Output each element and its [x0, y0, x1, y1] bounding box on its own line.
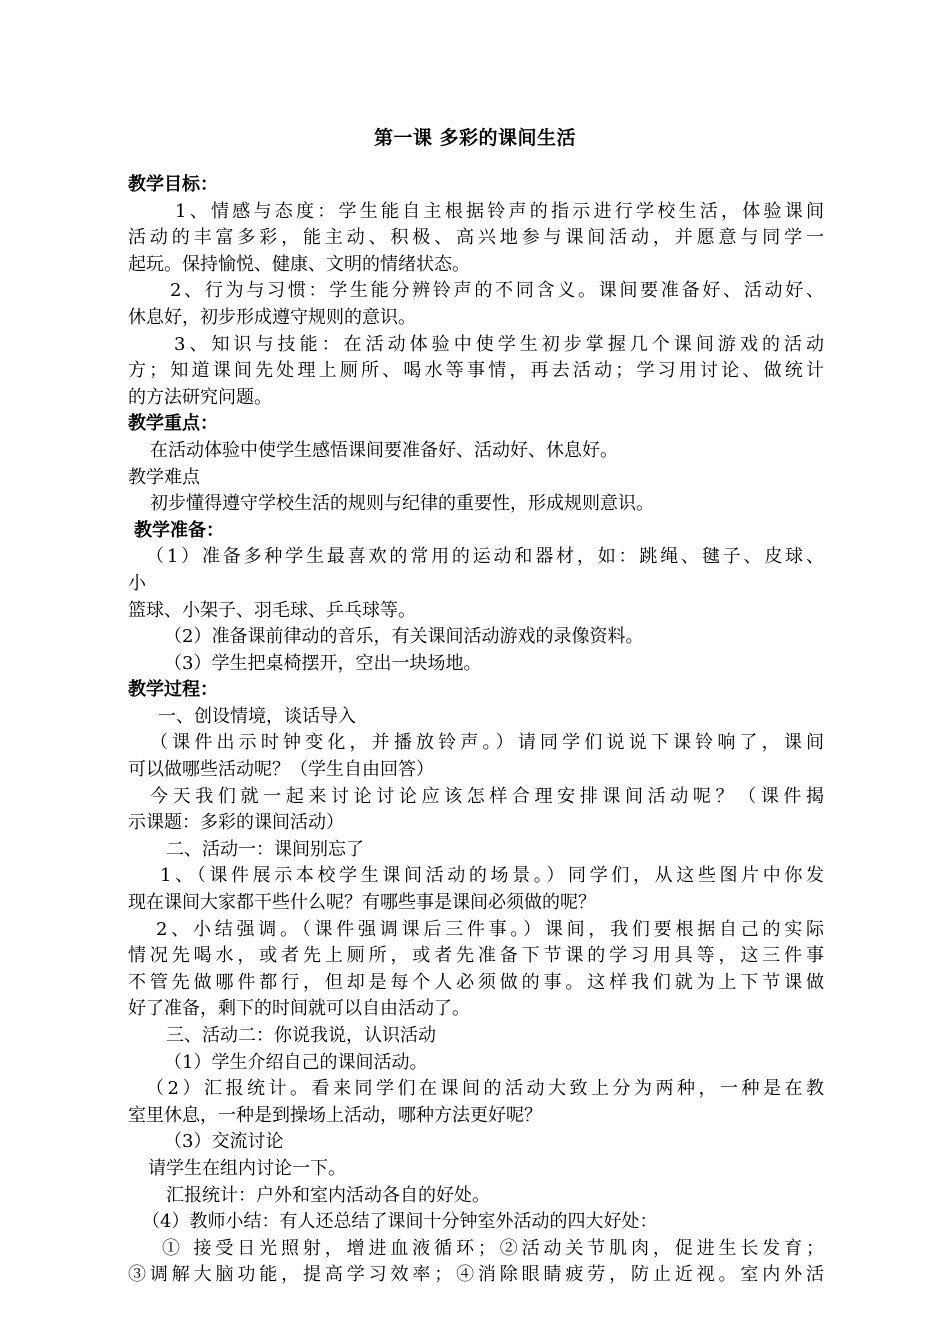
text-line: （2）汇报统计。看来同学们在课间的活动大致上分为两种，一种是在教	[146, 1078, 824, 1100]
text-line: 一、创设情境，谈话导入	[158, 705, 356, 727]
text-line: 2、行为与习惯：学生能分辨铃声的不同含义。课间要准备好、活动好、	[170, 280, 824, 302]
document-body	[128, 172, 824, 1289]
text-line: 今天我们就一起来讨论讨论应该怎样合理安排课间活动呢？（课件揭	[150, 785, 824, 807]
text-line: （1）准备多种学生最喜欢的常用的运动和器材，如：跳绳、毽子、皮球、	[146, 546, 824, 568]
page-title: 第一课 多彩的课间生活	[373, 127, 577, 149]
text-line: 二、活动一：课间别忘了	[166, 838, 364, 860]
text-line: ① 接受日光照射，增进血液循环；②活动关节肌肉，促进生长发育；	[162, 1237, 824, 1259]
text-line: 初步懂得遵守学校生活的规则与纪律的重要性，形成规则意识。	[150, 493, 654, 515]
text-line: 2、小结强调。（课件强调课后三件事。）课间，我们要根据自己的实际	[156, 918, 824, 940]
text-line: 不管先做哪件都行，但却是每个人必须做的事。这样我们就为上下节课做	[128, 971, 824, 993]
section-heading: 教学重点：	[128, 413, 218, 435]
text-line: 1、（课件展示本校学生课间活动的场景。）同学们，从这些图片中你发	[160, 865, 824, 887]
text-line: （3）学生把桌椅摆开，空出一块场地。	[164, 652, 482, 674]
text-line: （4）教师小结：有人还总结了课间十分钟室外活动的四大好处：	[142, 1211, 658, 1233]
text-line: ③调解大脑功能，提高学习效率；④消除眼睛疲劳，防止近视。室内外活	[128, 1264, 824, 1286]
text-line: 请学生在组内讨论一下。	[148, 1157, 346, 1179]
text-line: 的方法研究问题。	[128, 386, 272, 408]
section-heading: 教学准备：	[134, 519, 224, 541]
text-line: 好了准备，剩下的时间就可以自由活动了。	[128, 998, 470, 1020]
text-line: 可以做哪些活动呢？（学生自由回答）	[128, 759, 434, 781]
text-line: 情况先喝水，或者先上厕所，或者先准备下节课的学习用具等，这三件事	[128, 945, 824, 967]
text-line: 小	[128, 572, 146, 594]
text-line: （课件出示时钟变化，并播放铃声。）请同学们说说下课铃响了，课间	[150, 732, 824, 754]
text-line: （1）学生介绍自己的课间活动。	[164, 1051, 428, 1073]
text-line: 室里休息，一种是到操场上活动，哪种方法更好呢？	[128, 1104, 542, 1126]
text-line: 起玩。保持愉悦、健康、文明的情绪状态。	[128, 253, 470, 275]
text-line: 示课题：多彩的课间活动）	[128, 812, 344, 834]
text-line: 教学难点	[128, 466, 200, 488]
text-line: （3）交流讨论	[164, 1131, 284, 1153]
text-line: 现在课间大家都干些什么呢？有哪些事是课间必须做的呢？	[128, 892, 596, 914]
text-line: 方；知道课间先处理上厕所、喝水等事情，再去活动；学习用讨论、做统计	[128, 360, 824, 382]
text-line: 活动的丰富多彩，能主动、积极、高兴地参与课间活动，并愿意与同学一	[128, 227, 824, 249]
text-line: 在活动体验中使学生感悟课间要准备好、活动好、休息好。	[150, 439, 618, 461]
section-heading: 教学过程：	[128, 679, 218, 701]
text-line: 3、知识与技能：在活动体验中使学生初步掌握几个课间游戏的活动	[174, 333, 824, 355]
text-line: 篮球、小架子、羽毛球、乒乓球等。	[128, 599, 416, 621]
text-line: 休息好，初步形成遵守规则的意识。	[128, 306, 416, 328]
text-line: 汇报统计：户外和室内活动各自的好处。	[166, 1184, 490, 1206]
text-line: 1、情感与态度：学生能自主根据铃声的指示进行学校生活，体验课间	[175, 200, 824, 222]
section-heading: 教学目标：	[128, 174, 218, 195]
text-line: （2）准备课前律动的音乐，有关课间活动游戏的录像资料。	[164, 626, 644, 648]
text-line: 三、活动二：你说我说，认识活动	[166, 1025, 436, 1046]
